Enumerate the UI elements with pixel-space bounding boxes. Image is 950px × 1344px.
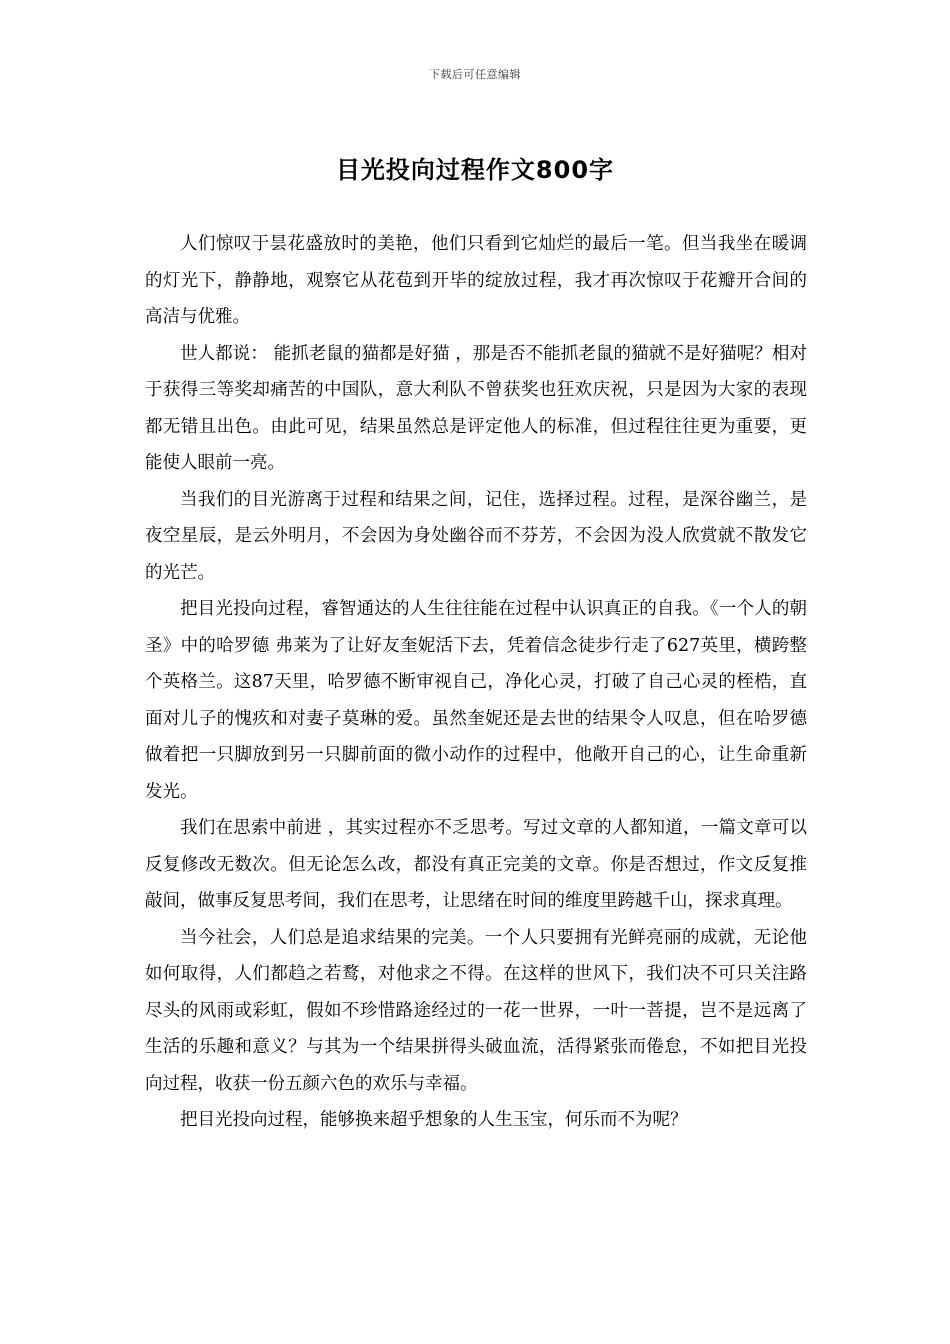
page-header-note: 下载后可任意编辑	[429, 68, 521, 81]
paragraph-3: 当我们的目光游离于过程和结果之间，记住，选择过程。过程，是深谷幽兰，是夜空星辰，是云外明月，不会因为身处幽谷而不芬芳，不会因为没人欣赏就不散发它的光芒。	[145, 489, 807, 583]
paragraph-1: 人们惊叹于昙花盛放时的美艳，他们只看到它灿烂的最后一笔。但当我坐在暖调的灯光下，静静地，观察它从花苞到开毕的绽放过程，我才再次惊叹于花瓣开合间的高洁与优雅。	[145, 234, 807, 327]
document-body	[145, 226, 807, 1139]
paragraph-7: 把目光投向过程，能够换来超乎想象的人生玉宝，何乐而不为呢？	[180, 1110, 688, 1130]
paragraph-5: 我们在思索中前进 ，其实过程亦不乏思考。写过文章的人都知道，一篇文章可以反复修改无数次。但无论怎么改，都没有真正完美的文章。你是否想过，作文反复推敲间，做事反复思考间，我们在思考，让思绪在时间的维度里跨越千山，探求真理。	[145, 818, 807, 911]
paragraph-4: 把目光投向过程，睿智通达的人生往往能在过程中认识真正的自我。《一个人的朝圣》中的哈罗德 弗莱为了让好友奎妮活下去，凭着信念徒步行走了627英里，横跨整个英格兰。这87天里，哈罗德不断审视自己，净化心灵，打破了自己心灵的桎梏，直面对儿子的愧疚和对妻子莫琳的爱。虽然奎妮还是去世的结果令人叹息，但在哈罗德做着把一只脚放到另一只脚前面的微小动作的过程中，他敞开自己的心，让生命重新发光。	[145, 599, 807, 802]
paragraph-6: 当今社会，人们总是追求结果的完美。一个人只要拥有光鲜亮丽的成就，无论他如何取得，人们都趋之若鹜，对他求之不得。在这样的世风下，我们决不可只关注路尽头的风雨或彩虹，假如不珍惜路途经过的一花一世界，一叶一菩提，岂不是远离了生活的乐趣和意义？与其为一个结果拼得头破血流，活得紧张而倦怠，不如把目光投向过程，收获一份五颜六色的欢乐与幸福。	[145, 927, 807, 1094]
document-title: 目光投向过程作文800字	[335, 156, 615, 184]
paragraph-2: 世人都说： 能抓老鼠的猫都是好猫 ，那是否不能抓老鼠的猫就不是好猫呢？相对于获得三等奖却痛苦的中国队，意大利队不曾获奖也狂欢庆祝，只是因为大家的表现都无错且出色。由此可见，结果虽然总是评定他人的标准，但过程往往更为重要，更能使人眼前一亮。	[145, 343, 807, 473]
